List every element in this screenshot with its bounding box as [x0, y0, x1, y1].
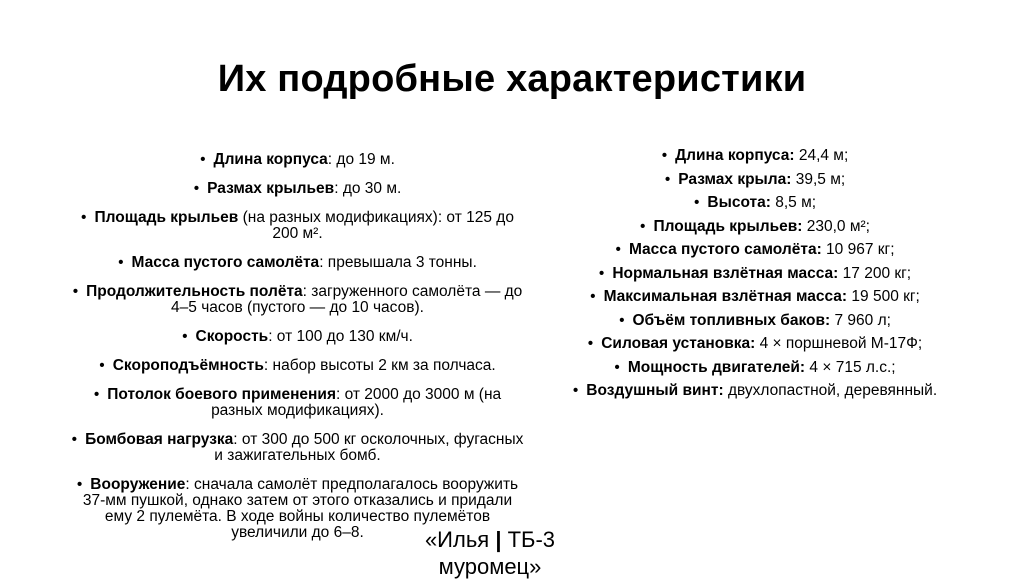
- bullet-icon: •: [587, 335, 594, 352]
- spec-value: (на разных модификациях): от 125 до 200 м².: [238, 209, 514, 242]
- list-item: [70, 329, 525, 345]
- caption-left: «Илья: [424, 527, 490, 552]
- slide-title: Их подробные характеристики: [217, 58, 807, 100]
- right-spec-list: [530, 146, 980, 405]
- spec-term: Площадь крыльев: [94, 209, 239, 226]
- spec-value: 8,5 м;: [770, 194, 817, 211]
- spec-term: Потолок боевого применения: [107, 386, 336, 403]
- spec-term: Масса пустого самолёта:: [628, 241, 822, 258]
- list-item: [70, 210, 525, 242]
- bullet-icon: •: [71, 431, 78, 448]
- bullet-icon: •: [615, 241, 621, 258]
- spec-value: : до 19 м.: [327, 151, 395, 168]
- bullet-icon: •: [93, 386, 100, 403]
- spec-term: Вооружение: [90, 476, 186, 493]
- spec-value: 19 500 кг;: [847, 288, 920, 305]
- bullet-icon: •: [72, 283, 79, 300]
- spec-value: : от 2000 до 3000 м (на разных модификациях).: [211, 386, 502, 419]
- list-item: [70, 358, 525, 374]
- slide-caption: [300, 526, 680, 580]
- spec-term: Масса пустого самолёта: [131, 254, 320, 271]
- spec-value: 17 200 кг;: [838, 264, 912, 282]
- spec-term: Объём топливных баков:: [632, 311, 831, 329]
- bullet-icon: •: [76, 476, 83, 493]
- caption-right: ТБ-3: [507, 527, 556, 552]
- caption-line2: муромец»: [438, 554, 542, 579]
- list-item: [530, 287, 980, 306]
- spec-term: Длина корпуса:: [675, 147, 795, 164]
- spec-value: 4 × 715 л.с.;: [805, 358, 896, 376]
- list-item: [530, 381, 980, 400]
- bullet-icon: •: [598, 264, 605, 282]
- spec-term: Высота:: [707, 194, 771, 211]
- spec-value: : набор высоты 2 км за полчаса.: [263, 357, 496, 374]
- spec-term: Длина корпуса: [213, 151, 328, 168]
- spec-value: 39,5 м;: [791, 170, 846, 188]
- list-item: [70, 284, 525, 316]
- spec-term: Воздушный винт:: [586, 382, 724, 399]
- spec-term: Мощность двигателей:: [627, 358, 806, 376]
- spec-value: 230,0 м²;: [802, 217, 870, 235]
- bullet-icon: •: [99, 357, 105, 374]
- spec-value: двухлопастной, деревянный.: [723, 382, 938, 399]
- spec-value: : от 300 до 500 кг осколочных, фугасных и зажигательных бомб.: [214, 431, 524, 464]
- bullet-icon: •: [640, 217, 646, 235]
- bullet-icon: •: [572, 382, 579, 399]
- bullet-icon: •: [193, 180, 200, 197]
- list-item: [530, 146, 980, 165]
- bullet-icon: •: [619, 311, 625, 329]
- list-item: [530, 334, 980, 353]
- bullet-icon: •: [200, 151, 206, 168]
- bullet-icon: •: [661, 147, 668, 164]
- spec-value: : от 100 до 130 км/ч.: [268, 328, 413, 345]
- list-item: [70, 432, 525, 464]
- list-item: [530, 240, 980, 259]
- spec-value: : загруженного самолёта — до 4–5 часов (пустого — до 10 часов).: [171, 283, 523, 316]
- spec-term: Нормальная взлётная масса:: [612, 264, 839, 282]
- list-item: [530, 193, 980, 212]
- spec-value: 4 × поршневой М-17Ф;: [755, 335, 923, 352]
- spec-term: Скороподъёмность: [112, 357, 264, 374]
- list-item: [530, 170, 980, 189]
- list-item: [70, 181, 525, 197]
- spec-term: Размах крыльев: [207, 180, 335, 197]
- spec-value: : до 30 м.: [334, 180, 402, 197]
- spec-value: 24,4 м;: [794, 147, 849, 164]
- spec-value: : сначала самолёт предполагалось вооружить 37-мм пушкой, однако затем от этого отказались и придали ему 2 пулемёта. В ходе войны количество пулемётов увеличили до 6–8.: [82, 476, 519, 541]
- list-item: [70, 152, 525, 168]
- bullet-icon: •: [693, 194, 700, 211]
- list-item: [70, 387, 525, 419]
- spec-term: Скорость: [195, 328, 269, 345]
- spec-term: Площадь крыльев:: [653, 217, 803, 235]
- list-item: [530, 358, 980, 377]
- spec-value: : превышала 3 тонны.: [319, 254, 477, 271]
- bullet-icon: •: [590, 288, 596, 305]
- spec-term: Силовая установка:: [601, 335, 756, 352]
- bullet-icon: •: [182, 328, 188, 345]
- bullet-icon: •: [664, 170, 671, 188]
- list-item: [530, 311, 980, 330]
- bullet-icon: •: [118, 254, 124, 271]
- bullet-icon: •: [614, 358, 620, 376]
- spec-value: 10 967 кг;: [821, 241, 895, 258]
- spec-value: 7 960 л;: [830, 311, 891, 329]
- list-item: [70, 255, 525, 271]
- left-spec-list: [70, 152, 525, 554]
- caption-separator: |: [495, 527, 502, 552]
- list-item: [530, 217, 980, 236]
- bullet-icon: •: [81, 209, 87, 226]
- list-item: [530, 264, 980, 283]
- spec-term: Бомбовая нагрузка: [85, 431, 234, 448]
- spec-term: Размах крыла:: [678, 170, 792, 188]
- spec-term: Максимальная взлётная масса:: [603, 288, 848, 305]
- spec-term: Продолжительность полёта: [86, 283, 303, 300]
